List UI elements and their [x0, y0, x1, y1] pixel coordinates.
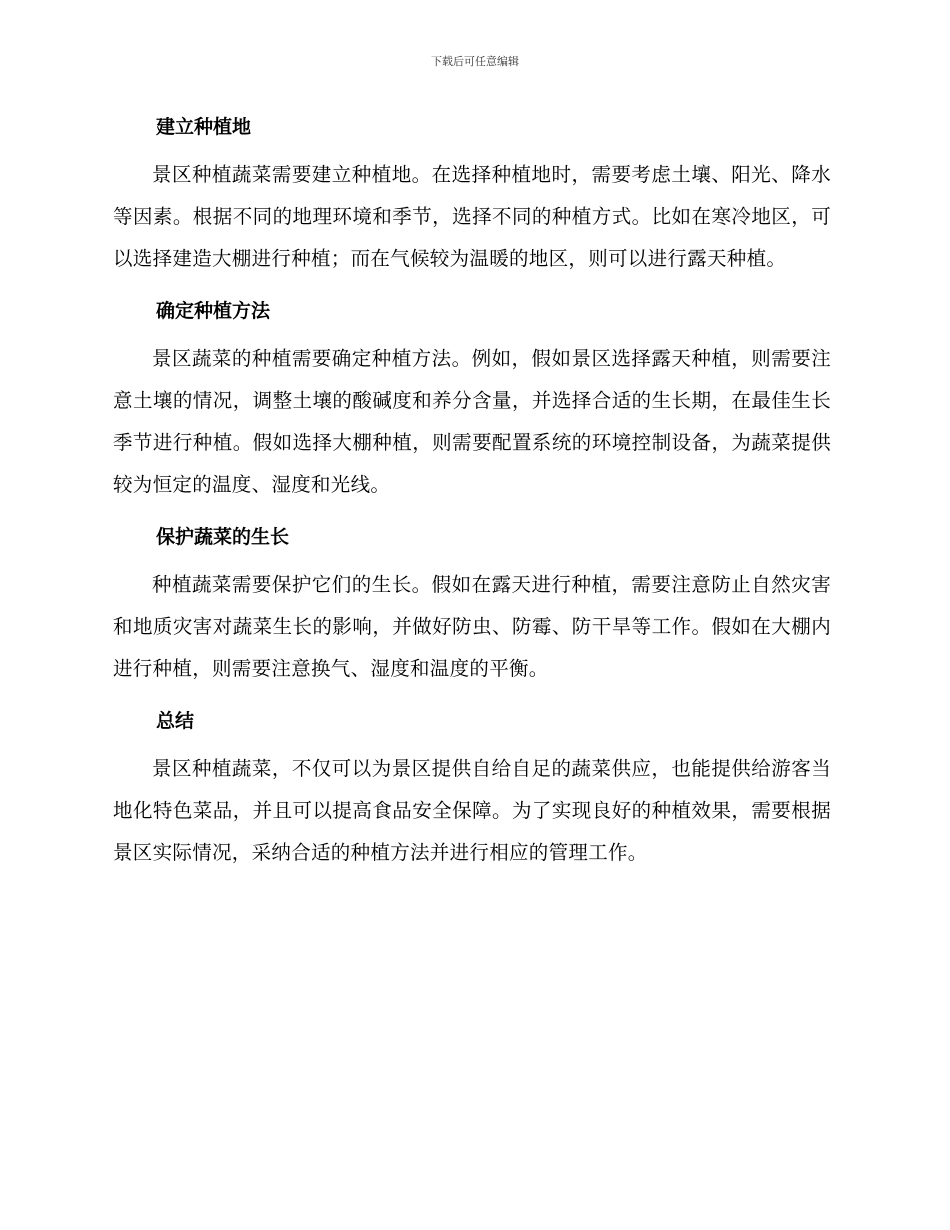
section-paragraph: 种植蔬菜需要保护它们的生长。假如在露天进行种植，需要注意防止自然灾害和地质灾害对蔬菜生长的影响，并做好防虫、防霉、防干旱等工作。假如在大棚内进行种植，则需要注意换气、湿度和温度的平衡。 — [113, 573, 831, 680]
section-heading: 总结 — [156, 710, 195, 732]
section-heading: 保护蔬菜的生长 — [156, 526, 290, 548]
section-paragraph: 景区种植蔬菜，不仅可以为景区提供自给自足的蔬菜供应，也能提供给游客当地化特色菜品，并且可以提高食品安全保障。为了实现良好的种植效果，需要根据景区实际情况，采纳合适的种植方法并进行相应的管理工作。 — [113, 757, 831, 864]
section-heading: 确定种植方法 — [156, 300, 271, 322]
section-protect-growth — [113, 522, 831, 690]
section-paragraph: 景区蔬菜的种植需要确定种植方法。例如，假如景区选择露天种植，则需要注意土壤的情况，调整土壤的酸碱度和养分含量，并选择合适的生长期，在最佳生长季节进行种植。假如选择大棚种植，则需要配置系统的环境控制设备，为蔬菜提供较为恒定的温度、湿度和光线。 — [113, 347, 831, 496]
section-heading: 建立种植地 — [156, 116, 252, 138]
document-body — [113, 112, 831, 890]
section-planting-method — [113, 296, 831, 506]
section-paragraph: 景区种植蔬菜需要建立种植地。在选择种植地时，需要考虑土壤、阳光、降水等因素。根据不同的地理环境和季节，选择不同的种植方式。比如在寒冷地区，可以选择建造大棚进行种植；而在气候较为温暖的地区，则可以进行露天种植。 — [113, 163, 831, 270]
section-summary — [113, 706, 831, 874]
section-planting-site — [113, 112, 831, 280]
page-header-note: 下载后可任意编辑 — [431, 55, 519, 68]
